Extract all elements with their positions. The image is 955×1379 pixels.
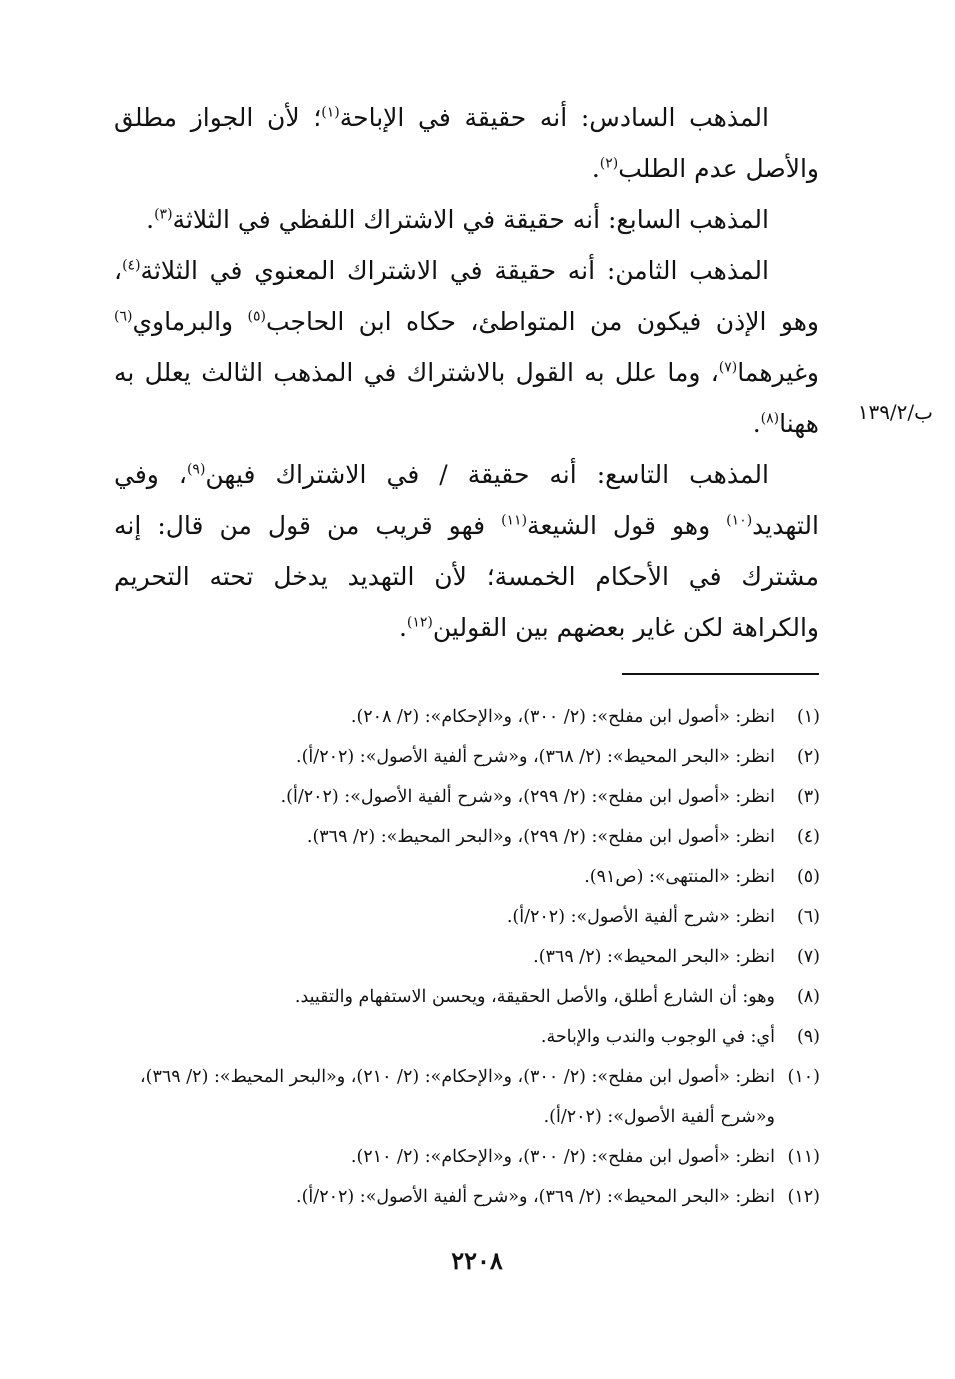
footnote-marker: (١٠) (726, 512, 753, 529)
footnote-item (110, 1057, 820, 1137)
main-text (114, 92, 819, 653)
footnote-marker: (٢) (599, 155, 619, 172)
footnote-number: (١١) (787, 1147, 820, 1167)
paragraph-sixth-school: المذهب السادس: أنه حقيقة في الإباحة$^{(١)}$؛ لأن الجواز مطلق والأصل عدم الطلب$^{(٢)}$. (114, 103, 819, 183)
footnote-number: (٣) (796, 787, 820, 807)
footnote-marker: (١٢) (406, 614, 433, 631)
footnote-number: (١٢) (787, 1187, 820, 1207)
footnote-text: انظر: «شرح ألفية الأصول»: (٢٠٢/أ). (506, 907, 775, 927)
footnote-item (110, 697, 820, 737)
footnote-number: (٥) (796, 867, 820, 887)
footnote-marker: (٤) (122, 257, 141, 274)
footnote-item (110, 1137, 820, 1177)
page-number: ٢٢٠٨ (451, 1246, 503, 1275)
footnote-text: انظر: «البحر المحيط»: (٢/ ٣٦٨)، و«شرح ألفية الأصول»: (٢٠٢/أ). (296, 747, 775, 767)
footnote-number: (١) (796, 707, 820, 727)
footnote-item (110, 777, 820, 817)
footnote-marker: (٥) (247, 308, 266, 325)
footnotes (110, 697, 820, 1217)
footnote-text: وهو: أن الشارع أطلق، والأصل الحقيقة، ويحسن الاستفهام والتقييد. (294, 987, 775, 1007)
footnote-item (110, 857, 820, 897)
footnote-text: أي: في الوجوب والندب والإباحة. (540, 1027, 775, 1047)
footnote-item (110, 1017, 820, 1057)
footnote-text: انظر: «أصول ابن مفلح»: (٢/ ٣٠٠)، و«الإحكام»: (٢/ ٢١٠)، و«البحر المحيط»: (٢/ ٣٦٩)، و«شرح ألفية الأصول»: (٢٠٢/أ). (140, 1067, 775, 1127)
footnote-text: انظر: «البحر المحيط»: (٢/ ٣٦٩)، و«شرح ألفية الأصول»: (٢٠٢/أ). (296, 1187, 775, 1207)
footnote-marker: (٦) (114, 308, 133, 325)
paragraph-seventh-school: المذهب السابع: أنه حقيقة في الاشتراك اللفظي في الثلاثة$^{(٣)}$. (146, 205, 769, 234)
footnote-number: (١٠) (787, 1067, 820, 1087)
manuscript-folio-reference: ب/١٣٩/٢ (857, 400, 933, 424)
paragraph-eighth-school: المذهب الثامن: أنه حقيقة في الاشتراك المعنوي في الثلاثة$^{(٤)}$، وهو الإذن فيكون من المتواطئ، حكاه ابن الحاجب$^{(٥)}$ والبرماوي$^{(٦)}$ وغيرهما$^{(٧)}$، وما علل به القول بالاشتراك في المذهب الثالث يعلل به ههنا$^{(٨)}$. (114, 256, 819, 438)
footnote-number: (٦) (796, 907, 820, 927)
footnote-marker: (٣) (154, 206, 173, 223)
footnote-marker: (٩) (186, 461, 206, 478)
footnote-item (110, 737, 820, 777)
footnote-marker: (١١) (501, 512, 528, 529)
footnote-text: انظر: «المنتهى»: (ص٩١). (584, 867, 775, 887)
footnote-item (110, 897, 820, 937)
paragraph-ninth-school: المذهب التاسع: أنه حقيقة / في الاشتراك فيهن$^{(٩)}$، وفي التهديد$^{(١٠)}$ وهو قول الشيعة$^{(١١)}$ فهو قريب من قول من قال: إنه مشترك في الأحكام الخمسة؛ لأن التهديد يدخل تحته التحريم والكراهة لكن غاير بعضهم بين القولين$^{(١٢)}$. (114, 460, 819, 642)
footnote-text: انظر: «أصول ابن مفلح»: (٢/ ٣٠٠)، و«الإحكام»: (٢/ ٢١٠). (350, 1147, 775, 1167)
footnote-number: (٤) (796, 827, 820, 847)
footnote-item (110, 1177, 820, 1217)
footnote-marker: (٨) (760, 410, 780, 427)
footnote-number: (٢) (796, 747, 820, 767)
footnote-number: (٧) (796, 947, 820, 967)
footnote-text: انظر: «أصول ابن مفلح»: (٢/ ٣٠٠)، و«الإحكام»: (٢/ ٢٠٨). (350, 707, 775, 727)
footnote-text: انظر: «أصول ابن مفلح»: (٢/ ٢٩٩)، و«شرح ألفية الأصول»: (٢٠٢/أ). (280, 787, 775, 807)
footnote-marker: (٧) (718, 359, 738, 376)
footnote-item (110, 977, 820, 1017)
footnote-number: (٩) (796, 1027, 820, 1047)
footnote-number: (٨) (796, 987, 820, 1007)
footnote-item (110, 817, 820, 857)
footnote-marker: (١) (321, 104, 340, 121)
footnote-item (110, 937, 820, 977)
footnote-text: انظر: «أصول ابن مفلح»: (٢/ ٢٩٩)، و«البحر المحيط»: (٢/ ٣٦٩). (306, 827, 775, 847)
footnote-text: انظر: «البحر المحيط»: (٢/ ٣٦٩). (533, 947, 775, 967)
footnote-separator (622, 673, 819, 675)
